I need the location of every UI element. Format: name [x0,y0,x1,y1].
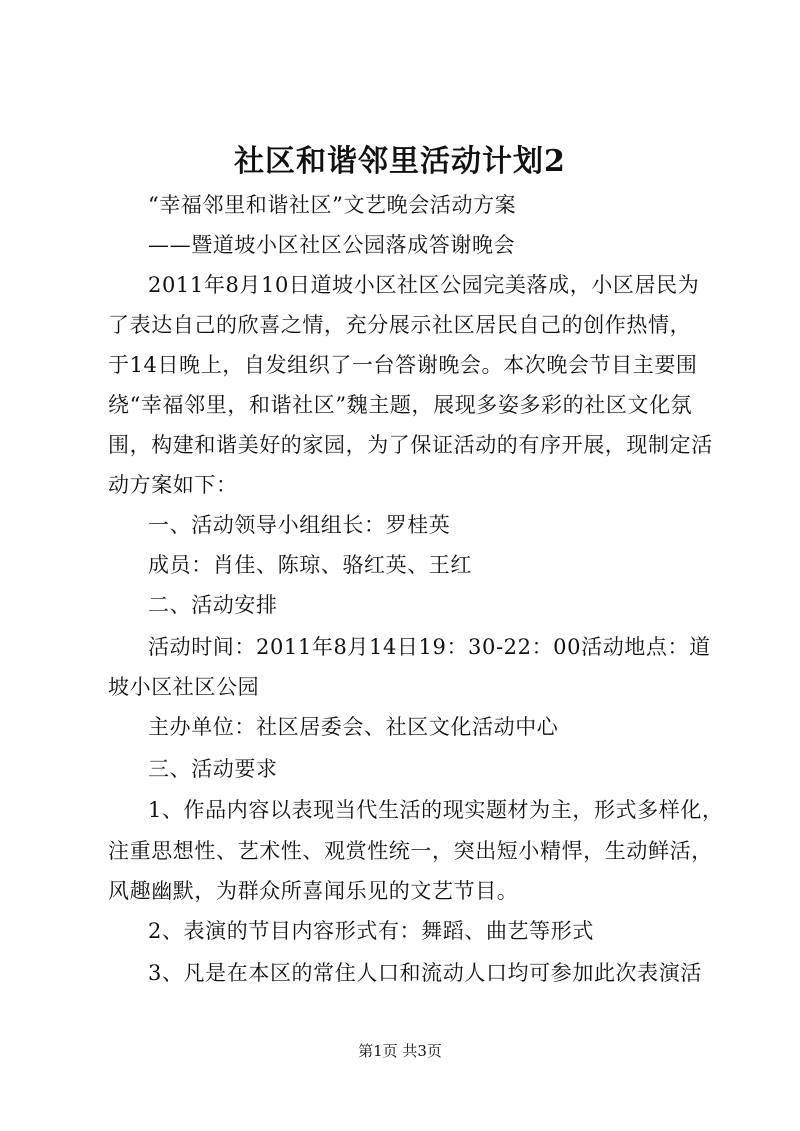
text-line: 活动时间：2011年8月14日19：30-22：00活动地点：道 [148,635,711,659]
text-line: 了表达自己的欣喜之情，充分展示社区居民自己的创作热情， [108,313,692,337]
text-line: 一、活动领导小组组长：罗桂英 [148,513,451,537]
text-line: 坡小区社区公园 [108,675,260,699]
text-line: 注重思想性、艺术性、观赏性统一，突出短小精悍，生动鲜活， [108,839,713,863]
text-line: 主办单位：社区居委会、社区文化活动中心 [148,715,559,739]
text-line: “幸福邻里和谐社区”文艺晚会活动方案 [148,193,517,217]
text-line: 2、表演的节目内容形式有：舞蹈、曲艺等形式 [148,919,594,943]
text-line: 2011年8月10日道坡小区社区公园完美落成，小区居民为 [148,273,700,297]
text-line: 围，构建和谐美好的家园，为了保证活动的有序开展，现制定活 [108,433,713,457]
text-line: 风趣幽默，为群众所喜闻乐见的文艺节目。 [108,879,519,903]
page-number-footer: 第1页 共3页 [358,1042,442,1060]
text-line: 1、作品内容以表现当代生活的现实题材为主，形式多样化， [148,798,724,822]
text-line: 3、凡是在本区的常住人口和流动人口均可参加此次表演活 [148,961,702,985]
document-title: 社区和谐邻里活动计划2 [234,144,566,179]
text-line: 绕“幸福邻里，和谐社区”魏主题，展现多姿多彩的社区文化氛 [108,393,693,417]
text-line: 于14日晚上，自发组织了一台答谢晚会。本次晚会节目主要围 [108,353,698,377]
text-line: 成员：肖佳、陈琼、骆红英、王红 [148,553,472,577]
text-line: 动方案如下： [108,473,238,497]
text-line: ——暨道坡小区社区公园落成答谢晚会 [148,233,516,257]
text-line: 三、活动要求 [148,757,278,781]
text-line: 二、活动安排 [148,593,278,617]
